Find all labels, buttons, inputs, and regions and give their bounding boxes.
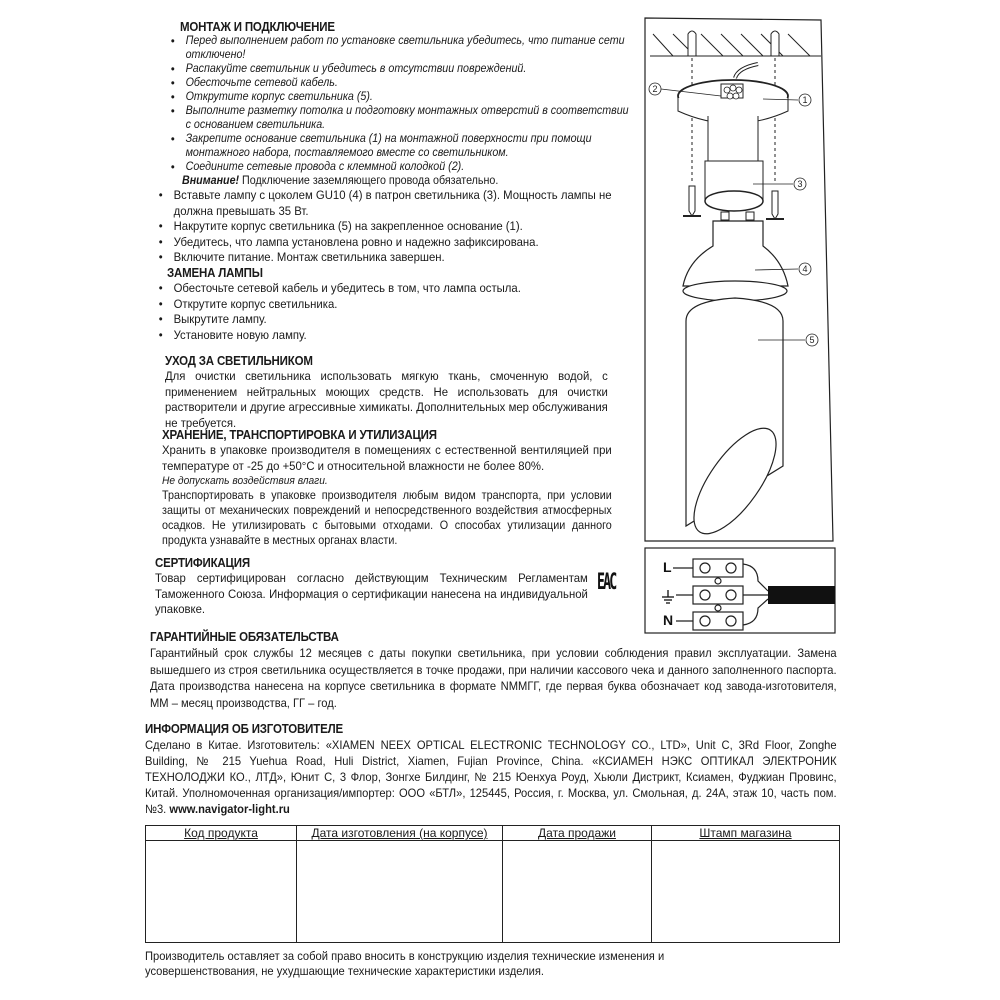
list-item: • Обесточьте сетевой кабель.	[167, 76, 633, 90]
list-item: • Выкрутите лампу.	[155, 312, 641, 328]
montage-list-2	[155, 188, 630, 266]
list-item: • Распакуйте светильник и убедитесь в отсутствии повреждений.	[167, 62, 633, 76]
header-manufacture-date: Дата изготовления (на корпусе)	[297, 826, 503, 841]
montage-title: МОНТАЖ И ПОДКЛЮЧЕНИЕ	[180, 20, 335, 34]
storage-text-2: Не допускать воздействия влаги.	[162, 475, 328, 487]
header-product-code: Код продукта	[146, 826, 297, 841]
section-care	[165, 354, 610, 431]
section-warranty	[150, 630, 840, 711]
storage-text-3: Транспортировать в упаковке производителя любым видом транспорта, при условии защиты от механических повреждений и непосредственного воздействия атмосферных осадков. Не утилизировать с бытовыми отходами. О способах утилизации данного продукта узнавайте в местных органах власти.	[162, 489, 612, 547]
eac-mark-icon: EAC	[597, 570, 616, 595]
store-stamp-cell[interactable]	[652, 841, 840, 943]
warning-text: Подключение заземляющего провода обязательно.	[239, 175, 499, 187]
section-lamp-replacement	[145, 266, 625, 343]
callout-3: 3	[797, 179, 803, 189]
sale-date-cell[interactable]	[503, 841, 652, 943]
list-item: • Открутите корпус светильника.	[155, 297, 641, 313]
list-item: • Установите новую лампу.	[155, 328, 641, 344]
montage-warning	[182, 174, 610, 188]
list-item: • Перед выполнением работ по установке светильника убедитесь, что питание сети отключено!	[167, 34, 633, 62]
certification-text: Товар сертифицирован согласно действующим Техническим Регламентам Таможенного Союза. Информация о сертификации нанесена на индивидуальной упаковке.	[155, 571, 588, 616]
label-neutral: N	[663, 612, 674, 628]
manufacturer-title: ИНФОРМАЦИЯ ОБ ИЗГОТОВИТЕЛЕ	[145, 722, 343, 736]
list-item: • Закрепите основание светильника (1) на монтажной поверхности при помощи монтажного набора, поставляемого вместе со светильником.	[167, 132, 633, 160]
label-live: L	[663, 559, 672, 575]
warranty-text: Гарантийный срок службы 12 месяцев с даты покупки светильника, при условии соблюдения правил эксплуатации. Замена вышедшего из строя светильника осуществляется в точке продажи, при наличии кассового чека и данного заполненного паспорта. Дата производства нанесена на корпусе светильника в формате NMMГГ, где первая буква обозначает код завода-изготовителя, ММ – месяц производства, ГГ – год.	[150, 646, 837, 710]
list-item: • Соедините сетевые провода с клеммной колодкой (2).	[167, 160, 633, 174]
list-item: • Накрутите корпус светильника (5) на закрепленное основание (1).	[155, 219, 646, 235]
ceiling-hatch-icon	[650, 34, 821, 56]
footnote: Производитель оставляет за собой право вносить в конструкцию изделия технические изменения и усовершенствования, не ухудшающие технические характеристики изделия.	[145, 949, 665, 978]
list-item: • Обесточьте сетевой кабель и убедитесь в том, что лампа остыла.	[155, 281, 641, 297]
section-certification	[155, 556, 590, 618]
callout-2: 2	[652, 84, 658, 94]
manufacturer-text	[145, 737, 837, 817]
cable-icon	[768, 586, 835, 604]
section-storage	[162, 428, 614, 548]
manufacturer-body: Сделано в Китае. Изготовитель: «XIAMEN NEEX OPTICAL ELECTRONIC TECHNOLOGY CO., LTD», Unit C, 3Rd Floor, Zonghe Building, № 215 Yuehua Road, Huli District, Xiamen, Fujian Province, China. «КСИАМЕН НЭКС ОПТИКАЛ ЭЛЕКТРОНИК ТЕХНОЛОДЖИ КО., ЛТД», Юнит С, 3 Флор, Зонгхе Билдинг, № 215 Юенхуа Роуд, Хьюли Дистрикт, Ксиамен, Фуджиан Провинс, Китай. Уполномоченная организация/импортер: ООО «БТЛ», 125445, Россия, г. Москва, ул. Смольная, д. 24А, этаж 10, часть пом. №3.	[145, 738, 837, 816]
storage-text-1: Хранить в упаковке производителя в помещениях с естественной вентиляцией при температуре от -25 до +50°С и относительной влажности не более 80%.	[162, 443, 612, 473]
callout-1: 1	[802, 95, 808, 105]
header-sale-date: Дата продажи	[503, 826, 652, 841]
list-item: • Вставьте лампу с цоколем GU10 (4) в патрон светильника (3). Мощность лампы не должна превышать 35 Вт.	[155, 188, 646, 219]
section-manufacturer	[145, 722, 840, 817]
list-item: • Открутите корпус светильника (5).	[167, 90, 633, 104]
warning-label: Внимание!	[182, 175, 240, 187]
storage-title: ХРАНЕНИЕ, ТРАНСПОРТИРОВКА И УТИЛИЗАЦИЯ	[162, 428, 437, 442]
list-item: • Выполните разметку потолка и подготовку монтажных отверстий в соответствии с основанием светильника.	[167, 104, 633, 132]
warranty-title: ГАРАНТИЙНЫЕ ОБЯЗАТЕЛЬСТВА	[150, 630, 339, 644]
callout-5: 5	[809, 335, 815, 345]
list-item: • Включите питание. Монтаж светильника завершен.	[155, 250, 646, 266]
montage-list	[167, 34, 629, 174]
website-link[interactable]: www.navigator-light.ru	[169, 802, 290, 816]
section-montage	[145, 20, 629, 266]
lamp-replace-title: ЗАМЕНА ЛАМПЫ	[167, 266, 263, 280]
assembly-diagram	[643, 16, 838, 636]
certification-title: СЕРТИФИКАЦИЯ	[155, 556, 250, 570]
list-item: • Убедитесь, что лампа установлена ровно и надежно зафиксирована.	[155, 235, 646, 251]
lamp-replace-list	[155, 281, 625, 343]
care-title: УХОД ЗА СВЕТИЛЬНИКОМ	[165, 354, 313, 368]
product-code-cell[interactable]	[146, 841, 297, 943]
stamp-table	[145, 825, 840, 943]
manufacture-date-cell[interactable]	[297, 841, 503, 943]
header-store-stamp: Штамп магазина	[652, 826, 840, 841]
callout-4: 4	[802, 264, 808, 274]
care-text: Для очистки светильника использовать мягкую ткань, смоченную водой, с применением нейтральных моющих средств. Не использовать для очистки растворители и другие агрессивные химикаты. Дополнительных мер обслуживания не требуется.	[165, 369, 608, 430]
